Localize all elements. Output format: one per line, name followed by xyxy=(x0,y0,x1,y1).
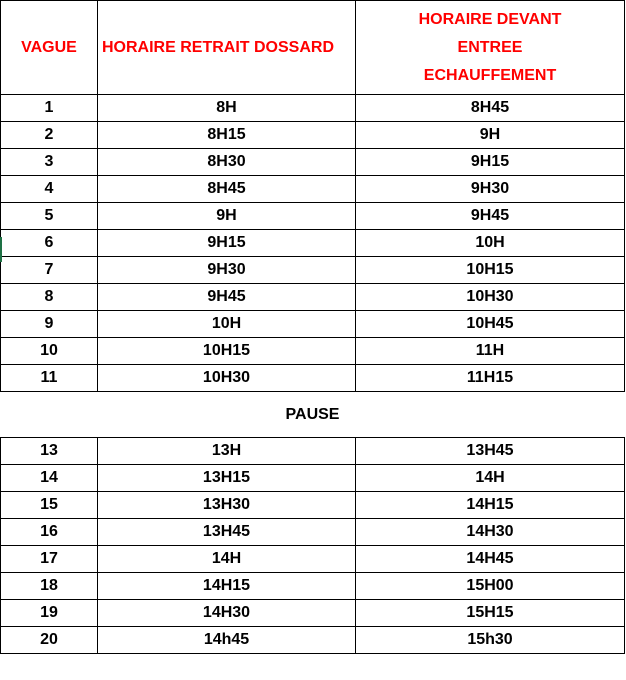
cell-retrait[interactable]: 9H30 xyxy=(98,257,356,284)
cell-vague[interactable]: 19 xyxy=(1,600,98,627)
cell-retrait[interactable]: 10H xyxy=(98,311,356,338)
cell-retrait[interactable]: 13H xyxy=(98,438,356,465)
header-echauffement[interactable] xyxy=(356,1,625,95)
cell-echauffement[interactable]: 11H xyxy=(356,338,625,365)
cell-echauffement[interactable]: 14H15 xyxy=(356,492,625,519)
cell-echauffement[interactable]: 13H45 xyxy=(356,438,625,465)
cell-vague[interactable]: 6 xyxy=(1,230,98,257)
table-row xyxy=(1,257,625,284)
header-echauffement-text: HORAIRE DEVANT ENTREE ECHAUFFEMENT xyxy=(418,10,562,84)
cell-vague[interactable]: 14 xyxy=(1,465,98,492)
cell-vague[interactable]: 4 xyxy=(1,176,98,203)
cell-retrait[interactable]: 10H30 xyxy=(98,365,356,392)
cell-retrait[interactable]: 13H30 xyxy=(98,492,356,519)
table-row xyxy=(1,176,625,203)
cell-retrait[interactable]: 8H30 xyxy=(98,149,356,176)
cell-retrait[interactable]: 14H30 xyxy=(98,600,356,627)
cell-retrait[interactable]: 8H45 xyxy=(98,176,356,203)
table-row xyxy=(1,600,625,627)
cell-vague[interactable]: 7 xyxy=(1,257,98,284)
header-row xyxy=(1,1,625,95)
cell-vague[interactable]: 20 xyxy=(1,627,98,654)
cell-echauffement[interactable]: 14H xyxy=(356,465,625,492)
cell-echauffement[interactable]: 10H45 xyxy=(356,311,625,338)
table-row xyxy=(1,465,625,492)
header-vague[interactable]: VAGUE xyxy=(1,1,98,95)
cell-vague[interactable]: 8 xyxy=(1,284,98,311)
cell-echauffement[interactable]: 15H15 xyxy=(356,600,625,627)
cell-vague[interactable]: 11 xyxy=(1,365,98,392)
table-row xyxy=(1,284,625,311)
cell-vague[interactable]: 3 xyxy=(1,149,98,176)
cell-echauffement[interactable]: 11H15 xyxy=(356,365,625,392)
cell-echauffement[interactable]: 10H xyxy=(356,230,625,257)
table-row xyxy=(1,546,625,573)
cell-vague[interactable]: 2 xyxy=(1,122,98,149)
cell-echauffement[interactable]: 10H30 xyxy=(356,284,625,311)
cell-echauffement[interactable]: 8H45 xyxy=(356,95,625,122)
cell-retrait[interactable]: 14H15 xyxy=(98,573,356,600)
table-row xyxy=(1,230,625,257)
cell-retrait[interactable]: 8H xyxy=(98,95,356,122)
pause-row xyxy=(1,392,625,438)
cell-vague[interactable]: 9 xyxy=(1,311,98,338)
cell-echauffement[interactable]: 10H15 xyxy=(356,257,625,284)
cell-vague[interactable]: 16 xyxy=(1,519,98,546)
cell-vague[interactable]: 1 xyxy=(1,95,98,122)
table-row xyxy=(1,627,625,654)
active-cell-marker xyxy=(0,237,2,262)
cell-retrait[interactable]: 9H15 xyxy=(98,230,356,257)
cell-retrait[interactable]: 13H45 xyxy=(98,519,356,546)
table-row xyxy=(1,122,625,149)
header-retrait[interactable]: HORAIRE RETRAIT DOSSARD xyxy=(98,1,356,95)
cell-retrait[interactable]: 10H15 xyxy=(98,338,356,365)
table-row xyxy=(1,492,625,519)
table-row xyxy=(1,203,625,230)
table-row xyxy=(1,438,625,465)
table-row xyxy=(1,311,625,338)
cell-echauffement[interactable]: 9H15 xyxy=(356,149,625,176)
cell-vague[interactable]: 5 xyxy=(1,203,98,230)
pause-cell[interactable]: PAUSE xyxy=(1,392,625,438)
cell-retrait[interactable]: 9H45 xyxy=(98,284,356,311)
cell-echauffement[interactable]: 9H30 xyxy=(356,176,625,203)
cell-echauffement[interactable]: 14H45 xyxy=(356,546,625,573)
cell-vague[interactable]: 10 xyxy=(1,338,98,365)
cell-echauffement[interactable]: 15H00 xyxy=(356,573,625,600)
cell-echauffement[interactable]: 9H45 xyxy=(356,203,625,230)
table-row xyxy=(1,573,625,600)
table-row xyxy=(1,95,625,122)
cell-vague[interactable]: 13 xyxy=(1,438,98,465)
table-row xyxy=(1,338,625,365)
cell-retrait[interactable]: 14H xyxy=(98,546,356,573)
cell-retrait[interactable]: 8H15 xyxy=(98,122,356,149)
cell-vague[interactable]: 15 xyxy=(1,492,98,519)
table-row xyxy=(1,519,625,546)
cell-retrait[interactable]: 9H xyxy=(98,203,356,230)
cell-echauffement[interactable]: 14H30 xyxy=(356,519,625,546)
table-row xyxy=(1,149,625,176)
cell-retrait[interactable]: 14h45 xyxy=(98,627,356,654)
cell-vague[interactable]: 18 xyxy=(1,573,98,600)
cell-retrait[interactable]: 13H15 xyxy=(98,465,356,492)
cell-vague[interactable]: 17 xyxy=(1,546,98,573)
cell-echauffement[interactable]: 9H xyxy=(356,122,625,149)
table-row xyxy=(1,365,625,392)
cell-echauffement[interactable]: 15h30 xyxy=(356,627,625,654)
